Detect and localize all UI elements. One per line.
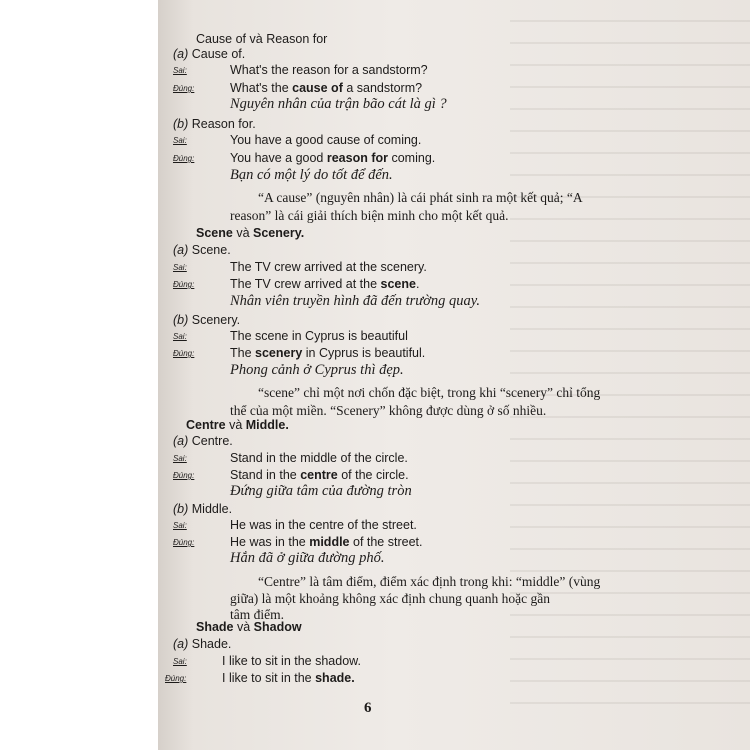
example-tag: Đúng: <box>173 84 195 93</box>
sentence-part: . <box>415 277 420 291</box>
example-sentence <box>230 535 422 549</box>
explanation-note: tâm điểm. <box>230 607 284 622</box>
heading-part: Reason for <box>266 32 328 46</box>
section-heading <box>196 32 327 46</box>
sentence-part: a sandstorm? <box>342 81 423 95</box>
section-heading <box>196 620 302 634</box>
example-tag: Đúng: <box>173 280 195 289</box>
page-number: 6 <box>364 700 372 716</box>
explanation-note: thể của một miền. “Scenery” không được dùng ở số nhiều. <box>230 403 547 418</box>
example-sentence <box>230 468 409 482</box>
sentence-part: You have a good cause of coming. <box>230 133 422 147</box>
explanation-note: giữa) là một khoảng không xác định chung quanh hoặc gần <box>230 591 550 606</box>
subsection-label <box>173 117 256 131</box>
example-tag: Sai: <box>173 332 187 341</box>
example-tag: Sai: <box>173 657 187 666</box>
example-tag: Sai: <box>173 263 187 272</box>
section-heading <box>186 418 289 432</box>
heading-part: và <box>232 226 253 240</box>
heading-part: Centre <box>186 418 226 432</box>
sentence-part: I like to sit in the <box>222 671 316 685</box>
heading-part: và <box>246 32 267 46</box>
sentence-part: Stand in the <box>230 468 301 482</box>
sentence-part: in Cyprus is beautiful. <box>302 346 426 360</box>
subsection-label <box>173 313 240 327</box>
subsection-text: Scene. <box>188 243 231 257</box>
example-sentence <box>222 654 361 668</box>
sentence-part: Stand in the middle of the circle. <box>230 451 408 465</box>
vietnamese-translation: Đứng giữa tâm của đường tròn <box>230 483 412 499</box>
example-tag: Sai: <box>173 454 187 463</box>
sentence-part: He was in the centre of the street. <box>230 518 417 532</box>
subsection-label <box>173 47 245 61</box>
sentence-part: of the circle. <box>337 468 409 482</box>
subsection-text: Reason for. <box>188 117 256 131</box>
sentence-part: I like to sit in the shadow. <box>222 654 361 668</box>
vietnamese-translation: Nhân viên truyền hình đã đến trường quay. <box>230 293 481 309</box>
subsection-text: Centre. <box>188 434 233 448</box>
vietnamese-translation: Hắn đã ở giữa đường phố. <box>230 550 385 566</box>
subsection-marker: (b) <box>173 313 189 327</box>
subsection-marker: (a) <box>173 47 189 61</box>
subsection-marker: (a) <box>173 243 189 257</box>
subsection-text: Middle. <box>188 502 233 516</box>
heading-part: và <box>233 620 254 634</box>
subsection-marker: (a) <box>173 434 189 448</box>
explanation-note: “A cause” (nguyên nhân) là cái phát sinh ra một kết quả; “A <box>258 190 583 205</box>
subsection-marker: (b) <box>173 502 189 516</box>
sentence-part: What's the reason for a sandstorm? <box>230 63 428 77</box>
subsection-text: Shade. <box>188 637 232 651</box>
heading-part: Cause of <box>196 32 247 46</box>
example-sentence <box>230 277 419 291</box>
example-tag: Đúng: <box>173 538 195 547</box>
example-sentence <box>230 260 427 274</box>
subsection-label <box>173 434 233 448</box>
example-tag: Sai: <box>173 66 187 75</box>
highlighted-word: reason for <box>326 151 388 165</box>
subsection-text: Scenery. <box>188 313 241 327</box>
sentence-part: The TV crew arrived at the <box>230 277 381 291</box>
example-tag: Đúng: <box>173 471 195 480</box>
sentence-part: coming. <box>388 151 436 165</box>
sentence-part: of the street. <box>349 535 423 549</box>
sentence-part: The <box>230 346 256 360</box>
explanation-note: reason” là cái giải thích biện minh cho một kết quả. <box>230 208 509 223</box>
sentence-part: The TV crew arrived at the scenery. <box>230 260 427 274</box>
vietnamese-translation: Nguyên nhân của trận bão cát là gì ? <box>230 96 447 112</box>
vietnamese-translation: Bạn có một lý do tốt để đến. <box>230 167 393 183</box>
example-sentence <box>222 671 355 685</box>
heading-part: Shadow <box>253 620 302 634</box>
example-sentence <box>230 133 421 147</box>
example-sentence <box>230 346 425 360</box>
highlighted-word: shade. <box>315 671 355 685</box>
heading-part: và <box>225 418 246 432</box>
highlighted-word: scene <box>380 277 416 291</box>
section-heading <box>196 226 304 240</box>
example-sentence <box>230 151 435 165</box>
subsection-label <box>173 502 232 516</box>
example-tag: Đúng: <box>173 349 195 358</box>
example-tag: Đúng: <box>173 154 195 163</box>
example-sentence <box>230 518 417 532</box>
example-tag: Sai: <box>173 521 187 530</box>
subsection-text: Cause of. <box>188 47 246 61</box>
highlighted-word: cause of <box>292 81 343 95</box>
heading-part: Middle. <box>245 418 289 432</box>
highlighted-word: scenery <box>255 346 303 360</box>
example-sentence <box>230 81 422 95</box>
subsection-label <box>173 637 231 651</box>
heading-part: Scene <box>196 226 233 240</box>
example-tag: Đúng: <box>165 674 187 683</box>
heading-part: Shade <box>196 620 234 634</box>
subsection-marker: (a) <box>173 637 189 651</box>
subsection-label <box>173 243 231 257</box>
example-sentence <box>230 451 408 465</box>
heading-part: Scenery. <box>253 226 305 240</box>
sentence-part: The scene in Cyprus is beautiful <box>230 329 408 343</box>
sentence-part: He was in the <box>230 535 310 549</box>
example-sentence <box>230 63 428 77</box>
highlighted-word: centre <box>300 468 338 482</box>
explanation-note: “Centre” là tâm điểm, điểm xác định trong khi: “middle” (vùng <box>258 574 601 589</box>
example-sentence <box>230 329 408 343</box>
example-tag: Sai: <box>173 136 187 145</box>
explanation-note: “scene” chỉ một nơi chốn đặc biệt, trong khi “scenery” chỉ tổng <box>258 385 601 400</box>
sentence-part: You have a good <box>230 151 327 165</box>
subsection-marker: (b) <box>173 117 189 131</box>
vietnamese-translation: Phong cảnh ở Cyprus thì đẹp. <box>230 362 404 378</box>
highlighted-word: middle <box>309 535 350 549</box>
sentence-part: What's the <box>230 81 293 95</box>
